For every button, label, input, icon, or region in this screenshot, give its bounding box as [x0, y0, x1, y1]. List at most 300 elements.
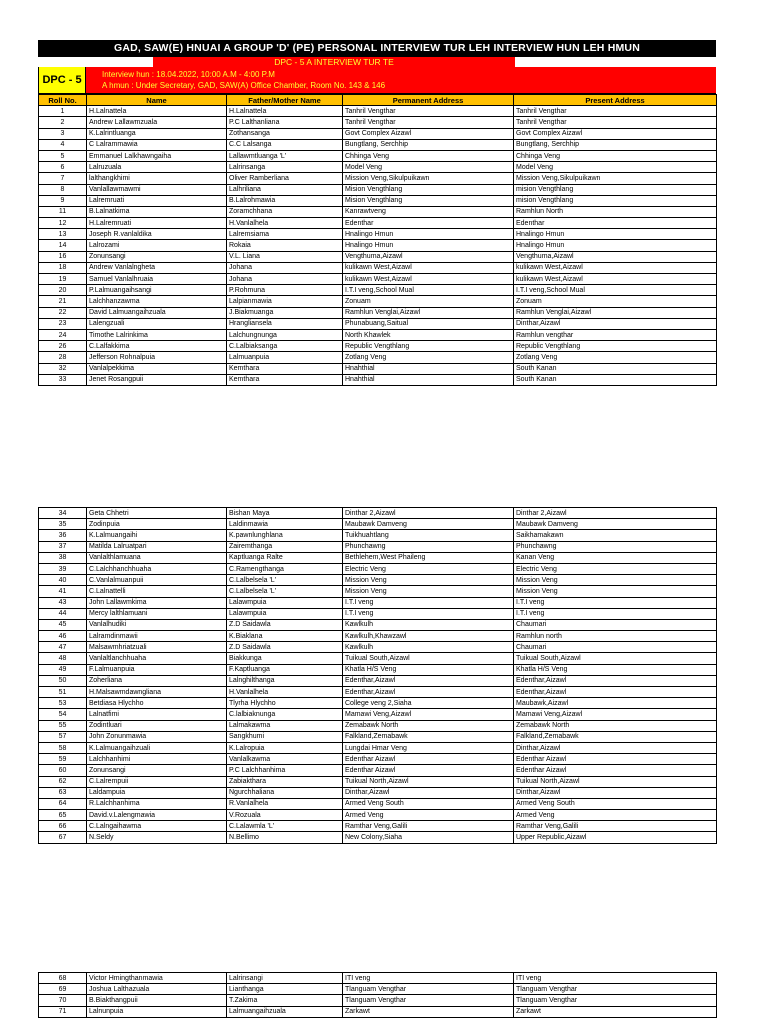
permanent-address-cell: Khatla H/S Veng: [343, 664, 514, 675]
roll-no-cell: 5: [39, 150, 87, 161]
present-address-cell: Falkland,Zemabawk: [514, 731, 717, 742]
name-cell: N.Seldy: [87, 832, 227, 843]
permanent-address-cell: Edenthar,Aizawl: [343, 687, 514, 698]
roll-no-cell: 38: [39, 552, 87, 563]
name-cell: K.Lalmuangaihi: [87, 530, 227, 541]
table-row: [39, 162, 717, 173]
present-address-cell: Zemabawk North: [514, 720, 717, 731]
present-address-cell: Tuikual North,Aizawl: [514, 776, 717, 787]
roll-no-cell: 7: [39, 173, 87, 184]
permanent-address-cell: Tanhril Vengthar: [343, 106, 514, 117]
parent-name-cell: V.Rozuala: [227, 810, 343, 821]
present-address-cell: Zotlang Veng: [514, 352, 717, 363]
roll-no-cell: 12: [39, 218, 87, 229]
table-row: [39, 106, 717, 117]
name-cell: B.Biakthangpuii: [87, 995, 227, 1006]
name-cell: R.Lalchhanhima: [87, 798, 227, 809]
roll-no-cell: 67: [39, 832, 87, 843]
name-cell: David.v.Lalengmawia: [87, 810, 227, 821]
table-row: [39, 631, 717, 642]
present-address-cell: Ramhlun vengthar: [514, 329, 717, 340]
name-cell: Zodintluari: [87, 720, 227, 731]
table-row: [39, 787, 717, 798]
present-address-cell: Tanhril Vengthar: [514, 106, 717, 117]
roll-no-cell: 13: [39, 229, 87, 240]
table-row: [39, 687, 717, 698]
roll-no-cell: 20: [39, 285, 87, 296]
table-row: [39, 575, 717, 586]
table-row: [39, 274, 717, 285]
roll-no-cell: 48: [39, 653, 87, 664]
parent-name-cell: H.Vanlalhela: [227, 687, 343, 698]
permanent-address-cell: Hnalingo Hmun: [343, 229, 514, 240]
permanent-address-cell: I.T.I veng,School Mual: [343, 285, 514, 296]
table-row: [39, 117, 717, 128]
permanent-address-cell: Mission Veng,Sikulpuikawn: [343, 173, 514, 184]
permanent-address-cell: Maubawk Damveng: [343, 519, 514, 530]
parent-name-cell: R.Vanlalhela: [227, 798, 343, 809]
name-cell: John Lallawmkima: [87, 597, 227, 608]
roll-no-cell: 1: [39, 106, 87, 117]
name-cell: Jefferson Rohnalpuia: [87, 352, 227, 363]
present-address-cell: I.T.I veng: [514, 597, 717, 608]
present-address-cell: Khatla H/S Veng: [514, 664, 717, 675]
table-row: [39, 206, 717, 217]
table-row: [39, 530, 717, 541]
permanent-address-cell: Armed Veng South: [343, 798, 514, 809]
table-row: [39, 973, 717, 984]
parent-name-cell: Laldinmawia: [227, 519, 343, 530]
present-address-cell: Bungtlang, Serchhip: [514, 139, 717, 150]
table-row: [39, 1006, 717, 1017]
name-cell: Vanlallawmawmi: [87, 184, 227, 195]
table-row: [39, 240, 717, 251]
roll-no-cell: 21: [39, 296, 87, 307]
table-row: [39, 552, 717, 563]
permanent-address-cell: Edenthar Aizawl: [343, 765, 514, 776]
present-address-cell: Chaumari: [514, 642, 717, 653]
parent-name-cell: Zairemthanga: [227, 541, 343, 552]
roll-no-cell: 16: [39, 251, 87, 262]
table-row: [39, 150, 717, 161]
table-row: [39, 184, 717, 195]
col-header-present-address: Present Address: [514, 95, 717, 106]
parent-name-cell: Johana: [227, 274, 343, 285]
present-address-cell: Dinthar,Aizawl: [514, 742, 717, 753]
table-row: [39, 519, 717, 530]
present-address-cell: I.T.I veng: [514, 608, 717, 619]
roll-no-cell: 45: [39, 619, 87, 630]
interview-info-block: [38, 67, 716, 94]
name-cell: Zoherliana: [87, 675, 227, 686]
present-address-cell: Saikhamakawn: [514, 530, 717, 541]
name-cell: Samuel Vanlalhruaia: [87, 274, 227, 285]
permanent-address-cell: ITI veng: [343, 973, 514, 984]
roll-no-cell: 66: [39, 821, 87, 832]
permanent-address-cell: I.T.I veng: [343, 608, 514, 619]
roll-no-cell: 58: [39, 742, 87, 753]
interview-sheet-part-3: [38, 972, 716, 1018]
parent-name-cell: C.Ramengthanga: [227, 563, 343, 574]
parent-name-cell: C.Lalbelsela 'L': [227, 586, 343, 597]
parent-name-cell: H.Vanlalhela: [227, 218, 343, 229]
parent-name-cell: Vanlalkawma: [227, 754, 343, 765]
parent-name-cell: P.Rohmuna: [227, 285, 343, 296]
roll-no-cell: 28: [39, 352, 87, 363]
present-address-cell: mision Vengthlang: [514, 195, 717, 206]
table-row: [39, 821, 717, 832]
present-address-cell: Edenthar: [514, 218, 717, 229]
roll-no-cell: 47: [39, 642, 87, 653]
name-cell: C Lalrammawia: [87, 139, 227, 150]
parent-name-cell: P.C Lalchhanhima: [227, 765, 343, 776]
present-address-cell: Dinthar,Aizawl: [514, 318, 717, 329]
parent-name-cell: Hrangliansela: [227, 318, 343, 329]
table-row: [39, 285, 717, 296]
parent-name-cell: K.pawnlunghlana: [227, 530, 343, 541]
name-cell: Lalchhanzawma: [87, 296, 227, 307]
present-address-cell: Edenthar Aizawl: [514, 765, 717, 776]
parent-name-cell: Lianthanga: [227, 984, 343, 995]
name-cell: Zonunsangi: [87, 251, 227, 262]
present-address-cell: Maubawk Damveng: [514, 519, 717, 530]
permanent-address-cell: Armed Veng: [343, 810, 514, 821]
present-address-cell: Ramhlun Venglai,Aizawl: [514, 307, 717, 318]
table-row: [39, 586, 717, 597]
name-cell: Victor Hmingthanmawia: [87, 973, 227, 984]
present-address-cell: Dinthar,Aizawl: [514, 787, 717, 798]
parent-name-cell: Zothansanga: [227, 128, 343, 139]
name-cell: Betdiasa Hlychho: [87, 698, 227, 709]
present-address-cell: Zarkawt: [514, 1006, 717, 1017]
permanent-address-cell: Republic Vengthlang: [343, 341, 514, 352]
present-address-cell: Electric Veng: [514, 563, 717, 574]
parent-name-cell: Lalmuangaihzuala: [227, 1006, 343, 1017]
table-row: [39, 765, 717, 776]
present-address-cell: Chaumari: [514, 619, 717, 630]
parent-name-cell: N.Bellimo: [227, 832, 343, 843]
permanent-address-cell: Edenthar Aizawl: [343, 754, 514, 765]
roll-no-cell: 55: [39, 720, 87, 731]
parent-name-cell: Kemthara: [227, 374, 343, 385]
present-address-cell: Zonuam: [514, 296, 717, 307]
present-address-cell: Mission Veng,Sikulpuikawn: [514, 173, 717, 184]
present-address-cell: Tlanguam Vengthar: [514, 984, 717, 995]
roll-no-cell: 18: [39, 262, 87, 273]
column-header-row: [39, 95, 717, 106]
permanent-address-cell: Electric Veng: [343, 563, 514, 574]
permanent-address-cell: Ramhlun Venglai,Aizawl: [343, 307, 514, 318]
name-cell: K.Lalmuangaihzuali: [87, 742, 227, 753]
roll-no-cell: 63: [39, 787, 87, 798]
roll-no-cell: 8: [39, 184, 87, 195]
table-row: [39, 318, 717, 329]
parent-name-cell: Z.D Saidawla: [227, 642, 343, 653]
roll-no-cell: 62: [39, 776, 87, 787]
roll-no-cell: 23: [39, 318, 87, 329]
roll-no-cell: 32: [39, 363, 87, 374]
roll-no-cell: 39: [39, 563, 87, 574]
table-row: [39, 563, 717, 574]
name-cell: C.Lalrempuii: [87, 776, 227, 787]
table-row: [39, 709, 717, 720]
name-cell: Mercy lalthlamuani: [87, 608, 227, 619]
permanent-address-cell: Kawlkulh: [343, 642, 514, 653]
parent-name-cell: Biakkunga: [227, 653, 343, 664]
table-row: [39, 173, 717, 184]
permanent-address-cell: Hnahthial: [343, 363, 514, 374]
col-header-roll: Roll No.: [39, 95, 87, 106]
name-cell: C.Lalfakkima: [87, 341, 227, 352]
parent-name-cell: Lalmakawma: [227, 720, 343, 731]
roll-no-cell: 26: [39, 341, 87, 352]
name-cell: Jenet Rosangpuii: [87, 374, 227, 385]
name-cell: F.Lalmuanpuia: [87, 664, 227, 675]
name-cell: Vanlaltlanchhuaha: [87, 653, 227, 664]
name-cell: Laldampuia: [87, 787, 227, 798]
candidate-table-3: [38, 972, 717, 1018]
parent-name-cell: Lalhriliana: [227, 184, 343, 195]
permanent-address-cell: Zemabawk North: [343, 720, 514, 731]
table-row: [39, 508, 717, 519]
roll-no-cell: 9: [39, 195, 87, 206]
roll-no-cell: 37: [39, 541, 87, 552]
name-cell: Lalchhanhimi: [87, 754, 227, 765]
present-address-cell: Upper Republic,Aizawl: [514, 832, 717, 843]
permanent-address-cell: Edenthar: [343, 218, 514, 229]
table-row: [39, 776, 717, 787]
name-cell: Zodinpuia: [87, 519, 227, 530]
present-address-cell: Dinthar 2,Aizawl: [514, 508, 717, 519]
table-row: [39, 195, 717, 206]
table-row: [39, 608, 717, 619]
permanent-address-cell: Mission Veng: [343, 575, 514, 586]
name-cell: Lalnatfimi: [87, 709, 227, 720]
parent-name-cell: K.Lalropuia: [227, 742, 343, 753]
present-address-cell: Tuikual South,Aizawl: [514, 653, 717, 664]
interview-sheet-part-1: [38, 40, 716, 386]
table-row: [39, 742, 717, 753]
table-row: [39, 619, 717, 630]
table-row: [39, 541, 717, 552]
permanent-address-cell: North Khawlek: [343, 329, 514, 340]
parent-name-cell: Oliver Ramberliana: [227, 173, 343, 184]
parent-name-cell: Kemthara: [227, 363, 343, 374]
roll-no-cell: 57: [39, 731, 87, 742]
present-address-cell: I.T.I veng,School Mual: [514, 285, 717, 296]
roll-no-cell: 4: [39, 139, 87, 150]
present-address-cell: South Kanan: [514, 374, 717, 385]
roll-no-cell: 35: [39, 519, 87, 530]
present-address-cell: kulikawn West,Aizawl: [514, 274, 717, 285]
interview-sheet-part-2: [38, 507, 716, 844]
permanent-address-cell: Phunchawng: [343, 541, 514, 552]
table-row: [39, 251, 717, 262]
parent-name-cell: C.lalbiaknunga: [227, 709, 343, 720]
parent-name-cell: Tlyrha Hlychho: [227, 698, 343, 709]
roll-no-cell: 2: [39, 117, 87, 128]
permanent-address-cell: Zotlang Veng: [343, 352, 514, 363]
permanent-address-cell: kulikawn West,Aizawl: [343, 262, 514, 273]
parent-name-cell: Sangkhumi: [227, 731, 343, 742]
permanent-address-cell: Mision Vengthlang: [343, 184, 514, 195]
permanent-address-cell: Phunabuang,Saitual: [343, 318, 514, 329]
table-row: [39, 262, 717, 273]
table-row: [39, 642, 717, 653]
parent-name-cell: Lalchungnunga: [227, 329, 343, 340]
interview-time: Interview hun : 18.04.2022, 10:00 A.M - 4:00 P.M: [102, 70, 275, 79]
present-address-cell: Mamawi Veng,Aizawl: [514, 709, 717, 720]
permanent-address-cell: Hnahthial: [343, 374, 514, 385]
parent-name-cell: J.Biakmuanga: [227, 307, 343, 318]
parent-name-cell: Lalrinsanga: [227, 162, 343, 173]
parent-name-cell: P.C Lalthanliana: [227, 117, 343, 128]
present-address-cell: Hnalingo Hmun: [514, 240, 717, 251]
permanent-address-cell: Falkland,Zemabawk: [343, 731, 514, 742]
dpc-label: DPC - 5: [38, 67, 86, 93]
present-address-cell: Edenthar,Aizawl: [514, 675, 717, 686]
parent-name-cell: K.Biaklana: [227, 631, 343, 642]
present-address-cell: ITI veng: [514, 973, 717, 984]
parent-name-cell: Rokaia: [227, 240, 343, 251]
table-row: [39, 653, 717, 664]
permanent-address-cell: New Colony,Siaha: [343, 832, 514, 843]
permanent-address-cell: College veng 2,Siaha: [343, 698, 514, 709]
parent-name-cell: Z.D Saidawla: [227, 619, 343, 630]
col-header-name: Name: [87, 95, 227, 106]
table-row: [39, 675, 717, 686]
roll-no-cell: 50: [39, 675, 87, 686]
table-row: [39, 128, 717, 139]
parent-name-cell: Lalmuanpuia: [227, 352, 343, 363]
present-address-cell: Phunchawng: [514, 541, 717, 552]
parent-name-cell: Ngurchhaliana: [227, 787, 343, 798]
name-cell: Lalruzuala: [87, 162, 227, 173]
present-address-cell: Model Veng: [514, 162, 717, 173]
permanent-address-cell: Hnalingo Hmun: [343, 240, 514, 251]
roll-no-cell: 3: [39, 128, 87, 139]
roll-no-cell: 14: [39, 240, 87, 251]
present-address-cell: mision Vengthlang: [514, 184, 717, 195]
roll-no-cell: 59: [39, 754, 87, 765]
present-address-cell: Vengthuma,Aizawl: [514, 251, 717, 262]
table-row: [39, 810, 717, 821]
name-cell: Lalnunpuia: [87, 1006, 227, 1017]
name-cell: C.Lalngaihawma: [87, 821, 227, 832]
present-address-cell: Armed Veng South: [514, 798, 717, 809]
table-row: [39, 229, 717, 240]
name-cell: Andrew Lallawmzuala: [87, 117, 227, 128]
table-row: [39, 720, 717, 731]
roll-no-cell: 40: [39, 575, 87, 586]
permanent-address-cell: Dinthar,Aizawl: [343, 787, 514, 798]
parent-name-cell: F.Kaptluanga: [227, 664, 343, 675]
permanent-address-cell: Tlanguam Vengthar: [343, 984, 514, 995]
permanent-address-cell: Tuikhuahtlang: [343, 530, 514, 541]
table-row: [39, 754, 717, 765]
roll-no-cell: 34: [39, 508, 87, 519]
sheet-title: GAD, SAW(E) HNUAI A GROUP 'D' (PE) PERSONAL INTERVIEW TUR LEH INTERVIEW HUN LEH HMUN: [38, 40, 716, 57]
present-address-cell: Maubawk,Aizawl: [514, 698, 717, 709]
parent-name-cell: C.Lalbelsela 'L': [227, 575, 343, 586]
present-address-cell: kulikawn West,Aizawl: [514, 262, 717, 273]
table-row: [39, 329, 717, 340]
parent-name-cell: T.Zakima: [227, 995, 343, 1006]
present-address-cell: South Kanan: [514, 363, 717, 374]
present-address-cell: Mission Veng: [514, 586, 717, 597]
parent-name-cell: C.Lalawmla 'L': [227, 821, 343, 832]
present-address-cell: Republic Vengthlang: [514, 341, 717, 352]
parent-name-cell: Lallawmtluanga 'L': [227, 150, 343, 161]
permanent-address-cell: Mision Vengthlang: [343, 195, 514, 206]
permanent-address-cell: I.T.I veng: [343, 597, 514, 608]
name-cell: Timothe Lalrinkima: [87, 329, 227, 340]
permanent-address-cell: Zonuam: [343, 296, 514, 307]
name-cell: Lalremruati: [87, 195, 227, 206]
permanent-address-cell: Govt Complex Aizawl: [343, 128, 514, 139]
parent-name-cell: Lalremsiama: [227, 229, 343, 240]
permanent-address-cell: Vengthuma,Aizawl: [343, 251, 514, 262]
table-row: [39, 218, 717, 229]
name-cell: K.Lalrintluanga: [87, 128, 227, 139]
roll-no-cell: 53: [39, 698, 87, 709]
present-address-cell: Edenthar Aizawl: [514, 754, 717, 765]
roll-no-cell: 69: [39, 984, 87, 995]
permanent-address-cell: Kanrawtveng: [343, 206, 514, 217]
roll-no-cell: 11: [39, 206, 87, 217]
parent-name-cell: H.Lalnattela: [227, 106, 343, 117]
present-address-cell: Kanan Veng: [514, 552, 717, 563]
permanent-address-cell: Bethlehem,West Phaileng: [343, 552, 514, 563]
permanent-address-cell: Bungtlang, Serchhip: [343, 139, 514, 150]
permanent-address-cell: Tlanguam Vengthar: [343, 995, 514, 1006]
permanent-address-cell: Edenthar,Aizawl: [343, 675, 514, 686]
permanent-address-cell: Lungdai Hmar Veng: [343, 742, 514, 753]
roll-no-cell: 60: [39, 765, 87, 776]
present-address-cell: Govt Complex Aizawl: [514, 128, 717, 139]
roll-no-cell: 24: [39, 329, 87, 340]
roll-no-cell: 46: [39, 631, 87, 642]
table-row: [39, 363, 717, 374]
parent-name-cell: V.L. Liana: [227, 251, 343, 262]
permanent-address-cell: Chhinga Veng: [343, 150, 514, 161]
name-cell: Joshua Lalthazuala: [87, 984, 227, 995]
roll-no-cell: 19: [39, 274, 87, 285]
roll-no-cell: 44: [39, 608, 87, 619]
name-cell: C.Lalchhanchhuaha: [87, 563, 227, 574]
permanent-address-cell: Model Veng: [343, 162, 514, 173]
present-address-cell: Chhinga Veng: [514, 150, 717, 161]
permanent-address-cell: Tanhril Vengthar: [343, 117, 514, 128]
parent-name-cell: Kaptluanga Ralte: [227, 552, 343, 563]
roll-no-cell: 64: [39, 798, 87, 809]
permanent-address-cell: Kawlkulh: [343, 619, 514, 630]
present-address-cell: Armed Veng: [514, 810, 717, 821]
sheet-subtitle: DPC - 5 A INTERVIEW TUR TE: [153, 57, 515, 67]
table-row: [39, 307, 717, 318]
table-row: [39, 832, 717, 843]
permanent-address-cell: Mission Veng: [343, 586, 514, 597]
present-address-cell: Hnalingo Hmun: [514, 229, 717, 240]
parent-name-cell: Zoramchhana: [227, 206, 343, 217]
permanent-address-cell: kulikawn West,Aizawl: [343, 274, 514, 285]
subtitle-row: [38, 57, 716, 67]
permanent-address-cell: Mamawi Veng,Aizawl: [343, 709, 514, 720]
name-cell: Zonunsangi: [87, 765, 227, 776]
name-cell: Vanlalpekkima: [87, 363, 227, 374]
roll-no-cell: 6: [39, 162, 87, 173]
parent-name-cell: C.C Lalsanga: [227, 139, 343, 150]
